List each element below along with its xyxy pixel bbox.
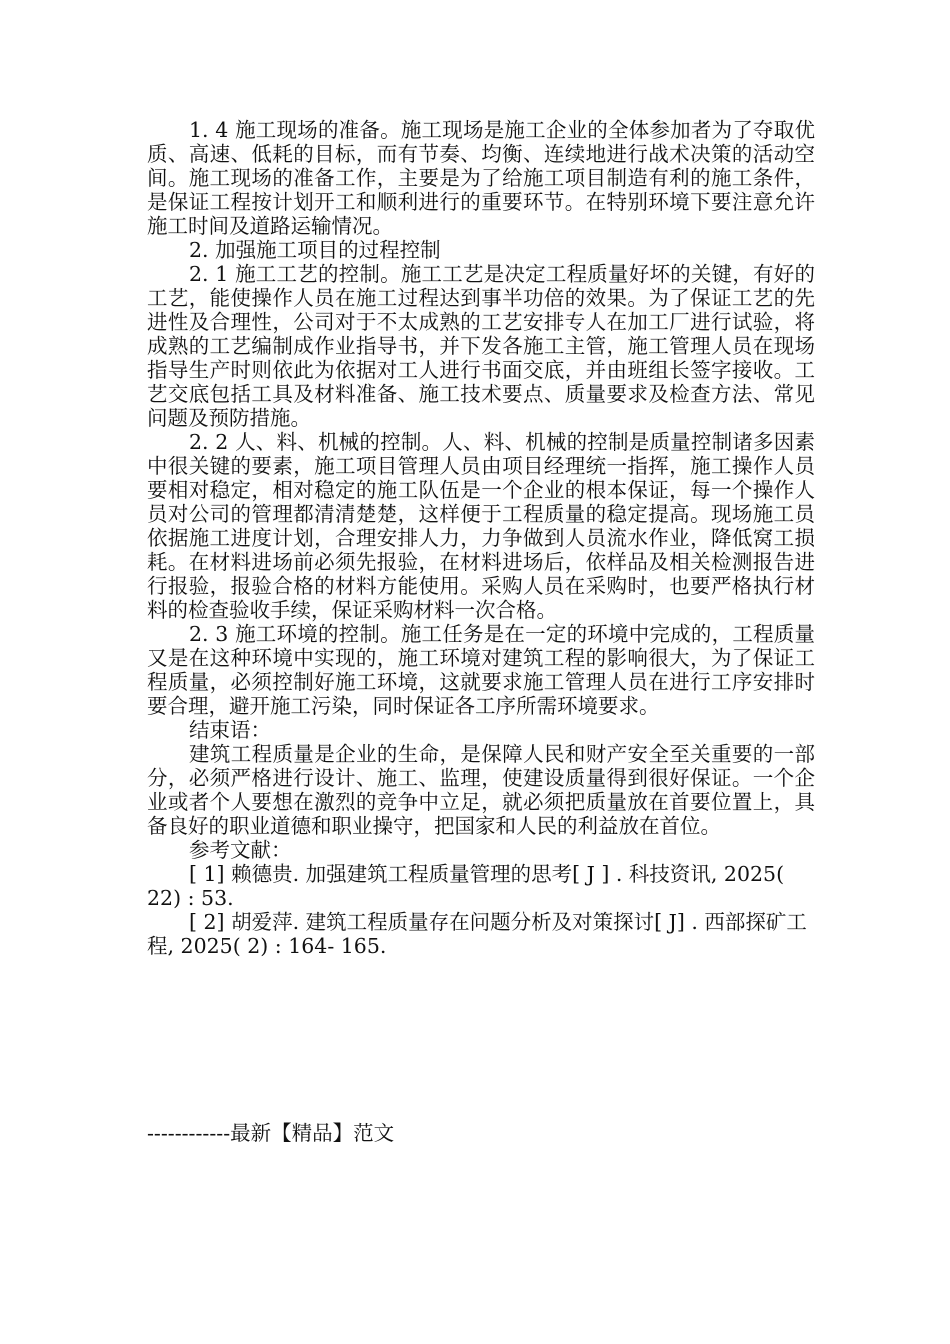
reference-item-2: [ 2] 胡爱萍. 建筑工程质量存在问题分析及对策探讨[ J] . 西部探矿工程, 2025( 2) : 164- 165. [147,910,807,958]
heading-references: 参考文献： [189,838,292,862]
heading-process-control: 2. 加强施工项目的过程控制 [189,238,441,262]
paragraph-people-materials-machines: 2. 2 人、料、机械的控制。人、料、机械的控制是质量控制诸多因素中很关键的要素，施工项目管理人员由项目经理统一指挥，施工操作人员要相对稳定，相对稳定的施工队伍是一个企业的根本保证，每一个操作人员对公司的管理都清清楚楚，这样便于工程质量的稳定提高。现场施工员依据施工进度计划，合理安排人力，力争做到人员流水作业，降低窝工损耗。在材料进场前必须先报验，在材料进场后，依样品及相关检测报告进行报验，报验合格的材料方能使用。采购人员在采购时，也要严格执行材料的检查验收手续，保证采购材料一次合格。 [147,430,815,622]
footer-label: ------------最新【精品】范文 [147,1121,395,1145]
reference-item-1: [ 1] 赖德贵. 加强建筑工程质量管理的思考[ J ] . 科技资讯, 2025( 22) : 53. [147,862,785,910]
paragraph-process-technique: 2. 1 施工工艺的控制。施工工艺是决定工程质量好坏的关键，有好的工艺，能使操作人员在施工过程达到事半功倍的效果。为了保证工艺的先进性及合理性，公司对于不太成熟的工艺安排专人在加工厂进行试验，将成熟的工艺编制成作业指导书，并下发各施工主管，施工管理人员在现场指导生产时则依此为依据对工人进行书面交底，并由班组长签字接收。工艺交底包括工具及材料准备、施工技术要点、质量要求及检查方法、常见问题及预防措施。 [147,262,815,430]
paragraph-site-preparation: 1. 4 施工现场的准备。施工现场是施工企业的全体参加者为了夺取优质、高速、低耗的目标，而有节奏、均衡、连续地进行战术决策的活动空间。施工现场的准备工作，主要是为了给施工项目制造有利的施工条件，是保证工程按计划开工和顺利进行的重要环节。在特别环境下要注意允许施工时间及道路运输情况。 [147,118,815,238]
document-body [147,118,815,958]
paragraph-conclusion: 建筑工程质量是企业的生命，是保障人民和财产安全至关重要的一部分，必须严格进行设计、施工、监理，使建设质量得到很好保证。一个企业或者个人要想在激烈的竞争中立足，就必须把质量放在首要位置上，具备良好的职业道德和职业操守，把国家和人民的利益放在首位。 [147,742,815,838]
paragraph-construction-environment: 2. 3 施工环境的控制。施工任务是在一定的环境中完成的，工程质量又是在这种环境中实现的，施工环境对建筑工程的影响很大，为了保证工程质量，必须控制好施工环境，这就要求施工管理人员在进行工序安排时要合理，避开施工污染，同时保证各工序所需环境要求。 [147,622,815,718]
heading-conclusion: 结束语： [189,718,271,742]
